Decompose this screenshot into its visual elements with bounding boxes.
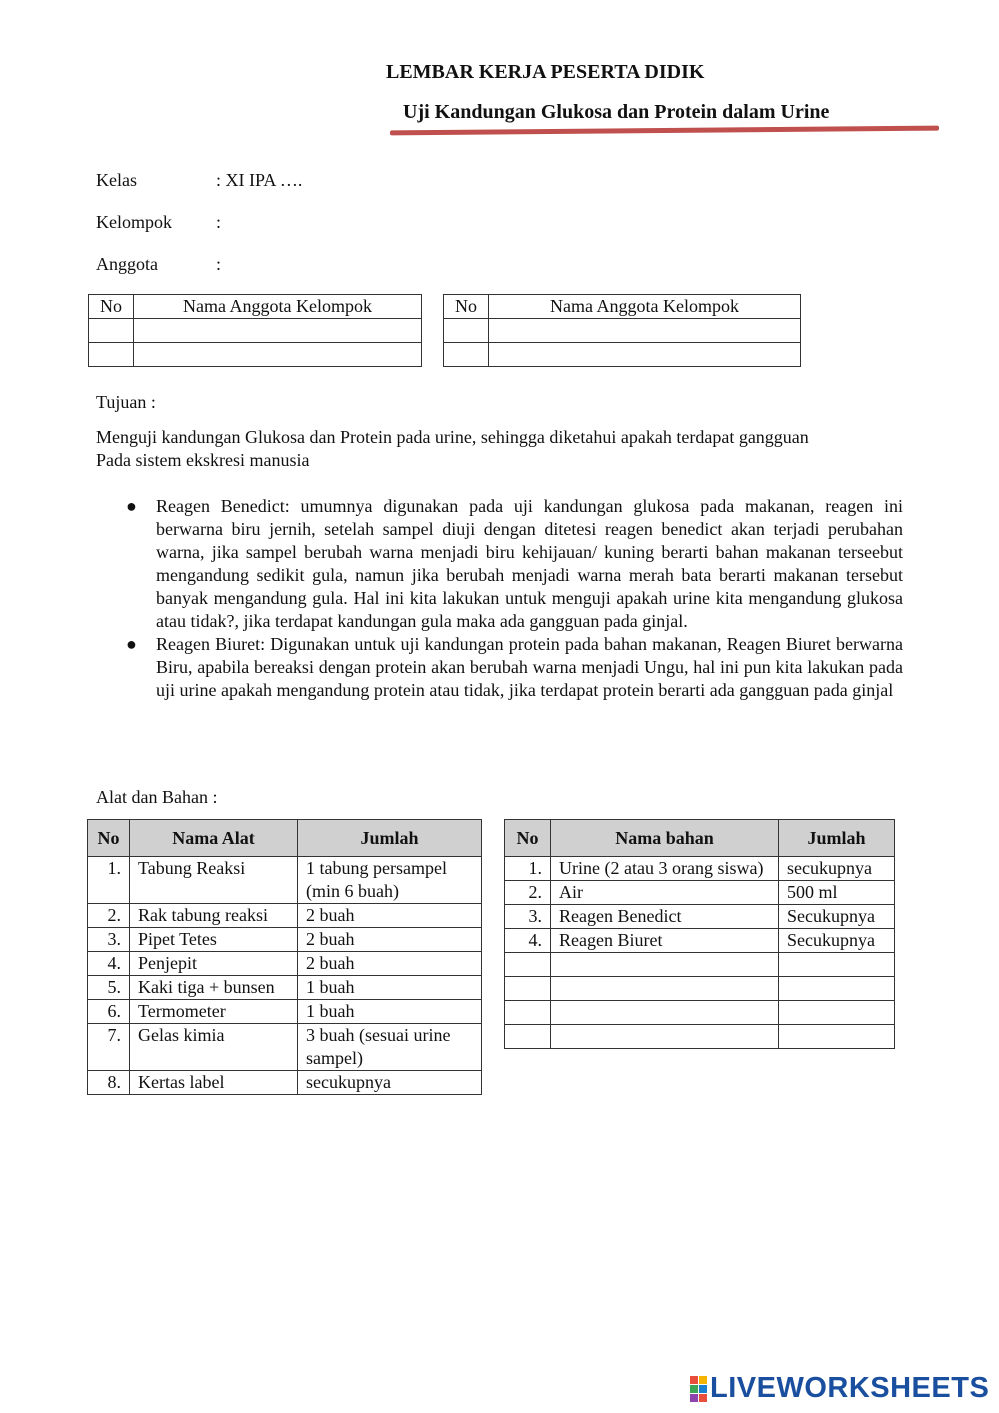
logo-icon — [690, 1376, 707, 1402]
bahan-cell-qty — [779, 1001, 895, 1025]
alat-cell-name: Gelas kimia — [130, 1024, 298, 1071]
table-row — [88, 976, 482, 1000]
reagent-benedict-text: Reagen Benedict: umumnya digunakan pada uji kandungan glukosa pada makanan, reagen ini berwarna biru jernih, setelah sampel diuji dengan ditetesi reagen benedict akan terjadi perubahan warna, jika sampel berubah warna menjadi biru kehijauan/ kuning berarti bahan makanan terseebut mengandung sedikit gula, namun jika berubah menjadi warna merah bata berarti makanan tersebut banyak mengandung gula. Hal ini kita lakukan untuk menguji apakah urine kita mengandung glukosa atau tidak?, jika terdapat kandungan gula maka ada gangguan pada ginjal. — [156, 496, 903, 631]
bahan-header-qty: Jumlah — [779, 820, 895, 857]
bahan-cell-qty: 500 ml — [779, 881, 895, 905]
bahan-cell-no: 1. — [505, 857, 551, 881]
alat-cell-no: 3. — [88, 928, 130, 952]
alat-cell-no: 8. — [88, 1071, 130, 1095]
table-row — [505, 1025, 895, 1049]
table-row — [505, 977, 895, 1001]
alat-cell-qty: 1 tabung persampel (min 6 buah) — [298, 857, 482, 904]
alat-cell-qty: 1 buah — [298, 976, 482, 1000]
table-row — [88, 1024, 482, 1071]
tujuan-line-1: Menguji kandungan Glukosa dan Protein pada urine, sehingga diketahui apakah terdapat gangguan — [96, 427, 809, 447]
members-cell[interactable] — [134, 319, 422, 343]
field-value-kelompok: : — [216, 212, 222, 232]
alat-cell-no: 1. — [88, 857, 130, 904]
field-value-kelas: : XI IPA …. — [216, 170, 303, 190]
alat-cell-name: Penjepit — [130, 952, 298, 976]
bahan-cell-name — [551, 977, 779, 1001]
table-row — [505, 857, 895, 881]
members-cell[interactable] — [444, 319, 489, 343]
field-value-anggota: : — [216, 254, 222, 274]
members-table-right — [443, 294, 801, 367]
members-cell[interactable] — [89, 343, 134, 367]
alat-cell-no: 5. — [88, 976, 130, 1000]
bahan-cell-no — [505, 953, 551, 977]
bahan-cell-name — [551, 1025, 779, 1049]
alat-cell-qty: 2 buah — [298, 904, 482, 928]
members-cell[interactable] — [134, 343, 422, 367]
logo-text: LIVEWORKSHEETS — [710, 1372, 990, 1404]
tujuan-line-2: Pada sistem ekskresi manusia — [96, 450, 310, 470]
bahan-table — [504, 819, 895, 1049]
alat-cell-no: 4. — [88, 952, 130, 976]
table-row — [88, 928, 482, 952]
alat-cell-name: Rak tabung reaksi — [130, 904, 298, 928]
bahan-cell-name: Reagen Biuret — [551, 929, 779, 953]
bahan-cell-name: Reagen Benedict — [551, 905, 779, 929]
bahan-cell-no: 2. — [505, 881, 551, 905]
alat-header-name: Nama Alat — [130, 820, 298, 857]
alat-cell-qty: secukupnya — [298, 1071, 482, 1095]
field-label-anggota: Anggota — [96, 254, 158, 274]
bahan-cell-qty — [779, 953, 895, 977]
table-row — [88, 1000, 482, 1024]
alat-cell-name: Termometer — [130, 1000, 298, 1024]
table-row — [505, 1001, 895, 1025]
bahan-cell-qty — [779, 1025, 895, 1049]
alat-table — [87, 819, 482, 1095]
bahan-header-name: Nama bahan — [551, 820, 779, 857]
alat-cell-no: 2. — [88, 904, 130, 928]
table-row — [505, 881, 895, 905]
title-underline — [390, 126, 939, 136]
members-header-name: Nama Anggota Kelompok — [489, 295, 801, 319]
tujuan-label: Tujuan : — [96, 392, 156, 412]
bahan-cell-no: 4. — [505, 929, 551, 953]
alat-header-no: No — [88, 820, 130, 857]
bahan-cell-name: Urine (2 atau 3 orang siswa) — [551, 857, 779, 881]
table-row — [505, 905, 895, 929]
list-item — [96, 633, 903, 702]
alat-cell-name: Pipet Tetes — [130, 928, 298, 952]
worksheet-title: LEMBAR KERJA PESERTA DIDIK — [386, 61, 705, 83]
table-row — [505, 953, 895, 977]
alat-cell-name: Kaki tiga + bunsen — [130, 976, 298, 1000]
field-label-kelas: Kelas — [96, 170, 137, 190]
members-header-no: No — [444, 295, 489, 319]
table-row — [88, 1071, 482, 1095]
alat-cell-qty: 2 buah — [298, 952, 482, 976]
members-cell[interactable] — [489, 343, 801, 367]
alat-cell-qty: 2 buah — [298, 928, 482, 952]
table-row — [505, 929, 895, 953]
bahan-cell-qty: Secukupnya — [779, 905, 895, 929]
bahan-cell-no — [505, 977, 551, 1001]
bahan-cell-no — [505, 1025, 551, 1049]
bahan-cell-no — [505, 1001, 551, 1025]
members-cell[interactable] — [89, 319, 134, 343]
members-cell[interactable] — [489, 319, 801, 343]
table-row — [88, 952, 482, 976]
members-cell[interactable] — [444, 343, 489, 367]
bahan-header-no: No — [505, 820, 551, 857]
members-table-left — [88, 294, 422, 367]
alat-header-qty: Jumlah — [298, 820, 482, 857]
alat-cell-no: 7. — [88, 1024, 130, 1071]
worksheet-subtitle: Uji Kandungan Glukosa dan Protein dalam Urine — [403, 101, 830, 123]
alat-bahan-label: Alat dan Bahan : — [96, 787, 218, 807]
bahan-cell-qty: secukupnya — [779, 857, 895, 881]
alat-cell-name: Kertas label — [130, 1071, 298, 1095]
bahan-cell-name — [551, 1001, 779, 1025]
table-row — [88, 904, 482, 928]
alat-cell-qty: 1 buah — [298, 1000, 482, 1024]
members-header-no: No — [89, 295, 134, 319]
bahan-cell-qty — [779, 977, 895, 1001]
list-item — [96, 495, 903, 633]
alat-cell-no: 6. — [88, 1000, 130, 1024]
alat-cell-qty: 3 buah (sesuai urine sampel) — [298, 1024, 482, 1071]
bahan-cell-name: Air — [551, 881, 779, 905]
table-row — [88, 857, 482, 904]
field-label-kelompok: Kelompok — [96, 212, 172, 232]
bahan-cell-name — [551, 953, 779, 977]
bullet-icon: ● — [126, 496, 137, 516]
bullet-icon: ● — [126, 634, 137, 654]
liveworksheets-logo — [690, 1372, 989, 1405]
bahan-cell-no: 3. — [505, 905, 551, 929]
bahan-cell-qty: Secukupnya — [779, 929, 895, 953]
alat-cell-name: Tabung Reaksi — [130, 857, 298, 904]
reagent-biuret-text: Reagen Biuret: Digunakan untuk uji kandungan protein pada bahan makanan, Reagen Biuret berwarna Biru, apabila bereaksi dengan protein akan berubah warna menjadi Ungu, hal ini pun kita lakukan pada uji urine apakah mengandung protein atau tidak, jika terdapat protein berarti ada gangguan pada ginjal — [156, 634, 903, 700]
reagent-list — [96, 495, 903, 702]
members-header-name: Nama Anggota Kelompok — [134, 295, 422, 319]
